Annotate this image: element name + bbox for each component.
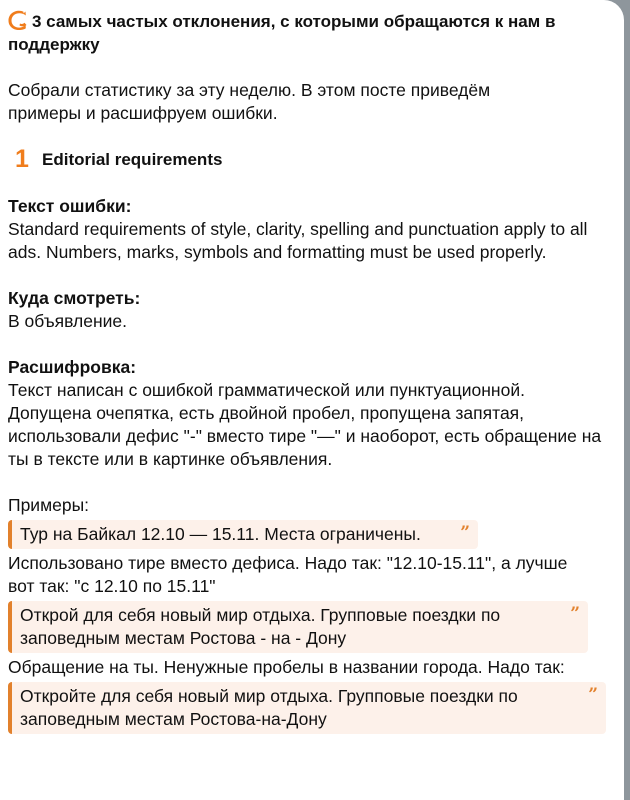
spacer xyxy=(8,56,624,79)
spacer xyxy=(8,471,624,494)
error-text-label: Текст ошибки: xyxy=(8,196,132,216)
orange-c-cat-logo-icon xyxy=(8,10,28,30)
section-title: Editorial requirements xyxy=(42,149,223,169)
decoding-label: Расшифровка: xyxy=(8,357,137,377)
spacer xyxy=(8,333,624,356)
spacer xyxy=(8,264,624,287)
post-title-text: 3 самых частых отклонения, с которыми обращаются к нам в поддержку xyxy=(8,12,556,54)
keycap-1-icon: 1 xyxy=(15,144,29,173)
quote-icon: ” xyxy=(570,604,580,624)
decoding-value: Текст написан с ошибкой грамматической или пунктуационной. Допущена очепятка, есть двойной пробел, пропущена запятая, использовали дефис "-" вместо тире "—" и наоборот, есть обращение на ты в тексте или в картинке объявления. xyxy=(8,380,602,469)
example-quote-1 xyxy=(8,520,478,549)
quote-text: Откройте для себя новый мир отдыха. Групповые поездки по заповедным местам Ростова-на-Дону xyxy=(20,686,518,729)
section-heading xyxy=(8,146,624,172)
example-quote-2 xyxy=(8,601,588,653)
examples-label: Примеры: xyxy=(8,495,90,515)
quote-text: Тур на Байкал 12.10 — 15.11. Места ограничены. xyxy=(20,524,421,544)
example-quote-3 xyxy=(8,682,606,734)
example-comment-1: Использовано тире вместо дефиса. Надо так: "12.10-15.11", а лучше вот так: "с 12.10 по 15.11" xyxy=(8,553,568,596)
intro-text: Собрали статистику за эту неделю. В этом посте приведём примеры и расшифруем ошибки. xyxy=(8,80,491,123)
quote-text: Открой для себя новый мир отдыха. Групповые поездки по заповедным местам Ростова - на - Дону xyxy=(20,605,501,648)
spacer xyxy=(8,125,624,146)
error-text-value: Standard requirements of style, clarity, spelling and punctuation apply to all ads. Numbers, marks, symbols and formatting must be used properly. xyxy=(8,219,588,262)
post-title xyxy=(8,10,624,56)
quote-icon: ” xyxy=(460,523,470,543)
quote-icon: ” xyxy=(588,685,598,705)
example-comment-2: Обращение на ты. Ненужные пробелы в названии города. Надо так: xyxy=(8,657,565,677)
where-to-look-value: В объявление. xyxy=(8,311,127,331)
spacer xyxy=(8,172,624,195)
where-to-look-label: Куда смотреть: xyxy=(8,288,141,308)
